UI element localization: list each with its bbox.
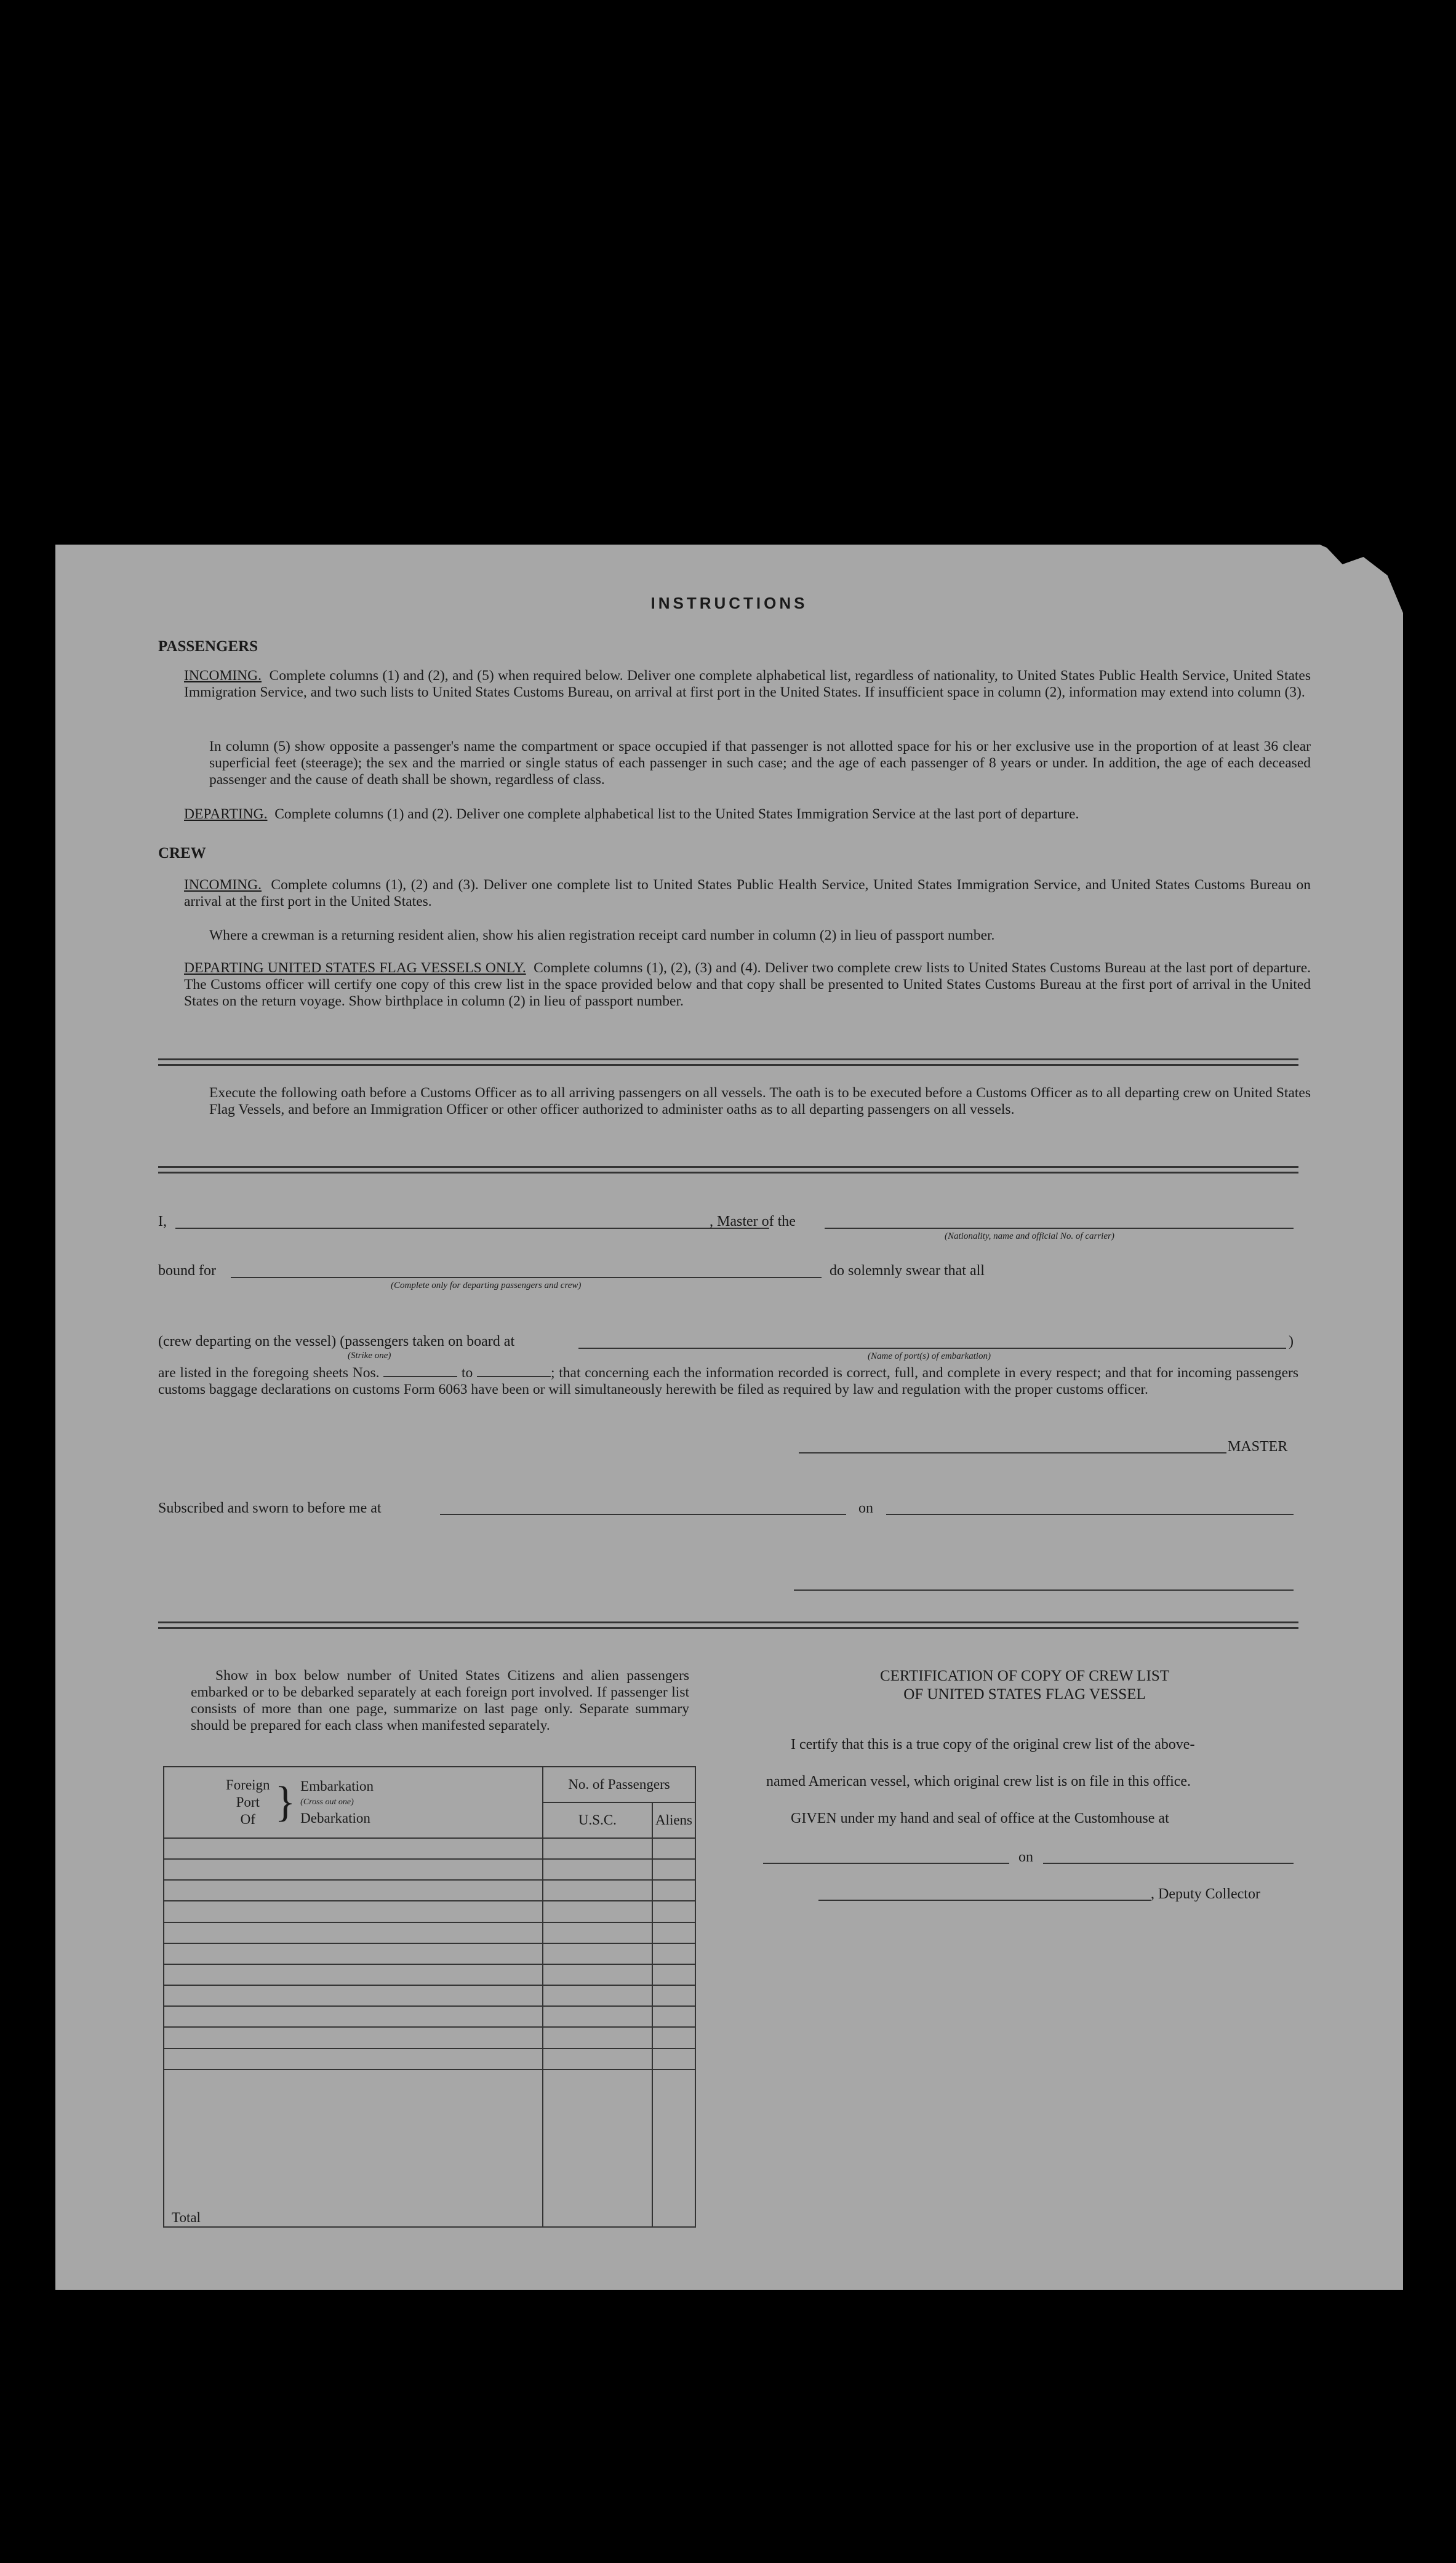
no-passengers-header: No. of Passengers xyxy=(543,1767,695,1802)
aliens-cell[interactable] xyxy=(652,2006,695,2027)
port-note: (Name of port(s) of embarkation) xyxy=(868,1351,991,1361)
passengers-heading: PASSENGERS xyxy=(158,638,258,655)
table-row xyxy=(164,1880,695,1901)
usc-cell[interactable] xyxy=(543,1985,652,2006)
torn-corner xyxy=(1306,538,1410,631)
usc-header: U.S.C. xyxy=(543,1802,652,1838)
aliens-cell[interactable] xyxy=(652,2049,695,2069)
crew-incoming xyxy=(184,877,1311,910)
strike-one-note: (Strike one) xyxy=(348,1351,391,1361)
total-label: Total xyxy=(164,2069,543,2227)
table-row xyxy=(164,1964,695,1985)
usc-cell[interactable] xyxy=(543,2027,652,2048)
cert-title-2: OF UNITED STATES FLAG VESSEL xyxy=(903,1686,1146,1703)
port-cell[interactable] xyxy=(164,2049,543,2069)
master-signature-line[interactable] xyxy=(799,1452,1226,1453)
divider xyxy=(158,1166,1298,1174)
aliens-total-cell[interactable] xyxy=(652,2069,695,2227)
port-cell[interactable] xyxy=(164,1859,543,1880)
table-row xyxy=(164,1859,695,1880)
master-name-line[interactable] xyxy=(175,1228,769,1229)
complete-note: (Complete only for departing passengers and crew) xyxy=(391,1281,582,1290)
sworn-on: on xyxy=(858,1500,873,1516)
sheets-from-line[interactable] xyxy=(383,1376,457,1377)
aliens-cell[interactable] xyxy=(652,1838,695,1859)
summary-instruction: Show in box below number of United States Citizens and alien passengers embarked or to be debarked separately at each foreign port involved. If passenger list consists of more than one page, summarize on last page only. Separate summary should be prepared for each class when manifested separately. xyxy=(191,1668,689,1733)
port-cell[interactable] xyxy=(164,1838,543,1859)
port-cell[interactable] xyxy=(164,1943,543,1964)
aliens-cell[interactable] xyxy=(652,1880,695,1901)
nationality-note: (Nationality, name and official No. of carrier) xyxy=(945,1231,1114,1241)
crew-departing-label: DEPARTING UNITED STATES FLAG VESSELS ONLY. xyxy=(184,960,526,976)
usc-cell[interactable] xyxy=(543,1964,652,1985)
swear-text: do solemnly swear that all xyxy=(830,1263,985,1279)
passenger-summary-table xyxy=(163,1766,696,2228)
oath-instruction: Execute the following oath before a Customs Officer as to all arriving passengers on all vessels. The oath is to be executed before a Customs Officer as to all departing crew on United States Flag Vessels, and before an Immigration Officer or other officer authorized to administer oaths as to all departing passengers on all vessels. xyxy=(209,1085,1311,1118)
sheets-text-body: ; that concerning each the information recorded is correct, full, and complete in every respect; and that for incoming passengers customs baggage declarations on customs Form 6063 have been or will simultaneously herewith be filed as required by law and regulation with the proper customs officer. xyxy=(158,1365,1299,1397)
port-line[interactable] xyxy=(578,1348,1286,1349)
brace-icon: } xyxy=(274,1778,296,1826)
crew-passengers-text: (crew departing on the vessel) (passengers taken on board at xyxy=(158,1333,515,1349)
of-label: Of xyxy=(240,1812,255,1827)
sheets-to: to xyxy=(462,1365,473,1381)
usc-total-cell[interactable] xyxy=(543,2069,652,2227)
master-of-the: , Master of the xyxy=(710,1214,796,1230)
crew-incoming-text: Complete columns (1), (2) and (3). Deliver one complete list to United States Public Health Service, United States Immigration Service, and United States Customs Bureau on arrival at the first port in the United States. xyxy=(184,877,1311,910)
usc-cell[interactable] xyxy=(543,1901,652,1922)
aliens-cell[interactable] xyxy=(652,1985,695,2006)
passengers-incoming xyxy=(184,668,1311,701)
aliens-cell[interactable] xyxy=(652,1964,695,1985)
sworn-date-line[interactable] xyxy=(886,1514,1294,1515)
usc-cell[interactable] xyxy=(543,2049,652,2069)
passengers-departing-text: Complete columns (1) and (2). Deliver one complete alphabetical list to the United States Immigration Service at the last port of departure. xyxy=(274,806,1079,822)
passengers-incoming-label: INCOMING. xyxy=(184,668,262,684)
deputy-signature-line[interactable] xyxy=(818,1900,1151,1901)
cross-out-note: (Cross out one) xyxy=(300,1797,354,1807)
form-page xyxy=(55,545,1403,2290)
usc-cell[interactable] xyxy=(543,1922,652,1943)
crew-heading: CREW xyxy=(158,845,206,862)
cert-line-3: GIVEN under my hand and seal of office at the Customhouse at xyxy=(791,1810,1169,1826)
cert-date-line[interactable] xyxy=(1043,1863,1294,1864)
passengers-departing xyxy=(184,806,1311,823)
table-row xyxy=(164,1985,695,2006)
sheets-to-line[interactable] xyxy=(477,1376,551,1377)
port-cell[interactable] xyxy=(164,1985,543,2006)
aliens-cell[interactable] xyxy=(652,1901,695,1922)
table-row xyxy=(164,2006,695,2027)
usc-cell[interactable] xyxy=(543,1859,652,1880)
table-row xyxy=(164,2049,695,2069)
passengers-incoming-text: Complete columns (1) and (2), and (5) when required below. Deliver one complete alphabetical list, regardless of nationality, to United States Public Health Service, United States Immigration Service, and two such lists to United States Customs Bureau, on arrival at first port in the United States. If insufficient space in column (2), information may extend into column (3). xyxy=(184,668,1311,700)
customhouse-line[interactable] xyxy=(763,1863,1009,1864)
oath-i: I, xyxy=(158,1214,167,1230)
table-row xyxy=(164,1838,695,1859)
port-cell[interactable] xyxy=(164,1901,543,1922)
cert-on: on xyxy=(1018,1849,1033,1865)
sheets-label: are listed in the foregoing sheets Nos. xyxy=(158,1365,380,1381)
close-paren: ) xyxy=(1289,1333,1294,1349)
carrier-line[interactable] xyxy=(825,1228,1294,1229)
crew-departing-text: Complete columns (1), (2), (3) and (4). Deliver two complete crew lists to United States Customs Bureau at the last port of departure. The Customs officer will certify one copy of this crew list in the space provided below and that copy shall be presented to United States Customs Bureau at the first port of arrival in the United States on the return voyage. Show birthplace in column (2) in lieu of passport number. xyxy=(184,960,1311,1009)
aliens-cell[interactable] xyxy=(652,2027,695,2048)
sheets-text xyxy=(158,1365,1298,1398)
aliens-header: Aliens xyxy=(652,1802,695,1838)
officer-signature-line[interactable] xyxy=(794,1589,1294,1591)
crew-alien-note: Where a crewman is a returning resident alien, show his alien registration receipt card number in column (2) in lieu of passport number. xyxy=(209,927,995,943)
usc-cell[interactable] xyxy=(543,1838,652,1859)
bound-for-line[interactable] xyxy=(231,1277,822,1278)
port-cell[interactable] xyxy=(164,2006,543,2027)
page-title: INSTRUCTIONS xyxy=(650,594,808,612)
aliens-cell[interactable] xyxy=(652,1922,695,1943)
deputy-collector-label: , Deputy Collector xyxy=(1151,1886,1260,1902)
aliens-cell[interactable] xyxy=(652,1943,695,1964)
master-label: MASTER xyxy=(1228,1439,1288,1455)
usc-cell[interactable] xyxy=(543,1943,652,1964)
bound-for: bound for xyxy=(158,1263,216,1279)
port-header xyxy=(164,1767,543,1838)
port-cell[interactable] xyxy=(164,1964,543,1985)
sworn-place-line[interactable] xyxy=(440,1514,846,1515)
embarkation-label: Embarkation xyxy=(300,1778,374,1794)
passengers-departing-label: DEPARTING. xyxy=(184,806,268,822)
table-row xyxy=(164,1943,695,1964)
port-label: Port xyxy=(236,1794,260,1810)
divider xyxy=(158,1058,1298,1066)
port-cell[interactable] xyxy=(164,2027,543,2048)
divider xyxy=(158,1621,1298,1629)
foreign-label: Foreign xyxy=(226,1777,270,1793)
subscribed-text: Subscribed and sworn to before me at xyxy=(158,1500,382,1516)
port-cell[interactable] xyxy=(164,1880,543,1901)
table-row xyxy=(164,1901,695,1922)
cert-line-2: named American vessel, which original crew list is on file in this office. xyxy=(766,1773,1191,1789)
cert-title-1: CERTIFICATION OF COPY OF CREW LIST xyxy=(879,1668,1170,1684)
passengers-column5: In column (5) show opposite a passenger's name the compartment or space occupied if that passenger is not allotted space for his or her exclusive use in the proportion of at least 36 clear superficial feet (steerage); the sex and the married or single status of each passenger in such case; and the age of each passenger of 8 years or under. In addition, the age of each deceased passenger and the cause of death shall be shown, regardless of class. xyxy=(209,738,1311,788)
port-cell[interactable] xyxy=(164,1922,543,1943)
table-row xyxy=(164,1922,695,1943)
debarkation-label: Debarkation xyxy=(300,1810,370,1826)
crew-departing xyxy=(184,960,1311,1010)
crew-incoming-label: INCOMING. xyxy=(184,877,262,893)
cert-line-1: I certify that this is a true copy of the original crew list of the above- xyxy=(791,1737,1195,1753)
total-row xyxy=(164,2069,695,2227)
usc-cell[interactable] xyxy=(543,2006,652,2027)
table-row xyxy=(164,2027,695,2048)
usc-cell[interactable] xyxy=(543,1880,652,1901)
aliens-cell[interactable] xyxy=(652,1859,695,1880)
